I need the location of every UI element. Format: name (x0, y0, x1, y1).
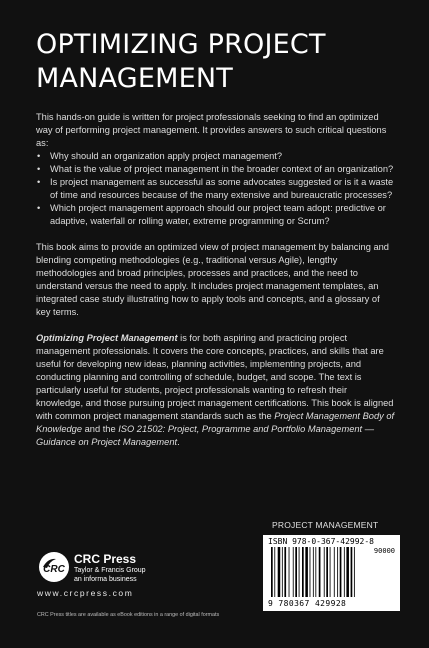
audience-paragraph (36, 332, 396, 449)
question-item: • Is project management as successful as some advocates suggested or is it a waste of time and resources because of the many extensive and bureaucratic processes? (36, 176, 396, 202)
book-title (36, 28, 406, 96)
isbn-label: ISBN 978-0-367-42992-8 (268, 537, 374, 546)
aims-paragraph: This book aims to provide an optimized view of project management by balancing and blending competing methodologies (e.g., traditional versus Agile), lengthy methodologies and broad principles, processes and practices, and the need to understand versus the need to apply. It includes project management templates, an integrated case study illustrating how to apply tools and concepts, and a glossary of key terms. (36, 242, 389, 317)
subject-category: PROJECT MANAGEMENT (272, 520, 379, 530)
publisher-group: Taylor & Francis Group (74, 567, 146, 574)
standard-pmbok: Project Management Body of Knowledge (36, 411, 395, 434)
publisher-block (74, 553, 146, 584)
publisher-name: CRC Press (74, 552, 137, 566)
question-list (36, 150, 396, 228)
publisher-website[interactable]: www.crcpress.com (37, 588, 134, 598)
barcode-digits: 9 780367 429928 (268, 599, 347, 608)
audience-text-2: and the (82, 424, 119, 434)
price-code: 90000 (373, 547, 395, 555)
intro-paragraph: This hands-on guide is written for project professionals seeking to find an optimized way of performing project management. It provides answers to such critical questions as: (36, 112, 387, 148)
book-title-line-2: MANAGEMENT (36, 63, 233, 94)
question-item: • What is the value of project management in the broader context of an organization? (36, 163, 396, 176)
logo-text: CRC (43, 564, 65, 575)
crc-logo-icon (38, 551, 70, 583)
book-title-line-1: OPTIMIZING PROJECT (36, 29, 326, 60)
ebook-note: CRC Press titles are available as eBook editions in a range of digital formats (37, 612, 220, 618)
barcode (263, 535, 400, 611)
cover-description (36, 111, 396, 449)
book-title-reference: Optimizing Project Management (36, 333, 178, 343)
audience-text-3: . (177, 437, 180, 447)
question-item: • Which project management approach should our project team adopt: predictive or adaptive, waterfall or rolling water, extreme programming or Scrum? (36, 202, 396, 228)
barcode-bars (271, 547, 361, 599)
standard-iso: ISO 21502: Project, Programme and Portfolio Management — Guidance on Project Management (36, 424, 374, 447)
question-item: • Why should an organization apply project management? (36, 150, 396, 163)
audience-text-1: is for both aspiring and practicing project management professionals. It covers the core concepts, practices, and skills that are useful for developing new ideas, planning activities, implementing projects, and conducting planning and controlling of schedule, budget, and scope. The text is particularly useful for students, project professionals wanting to refresh their knowledge, and those pursuing project management certifications. This book is aligned with common project management standards such as the (36, 333, 394, 421)
publisher-business: an informa business (74, 576, 137, 583)
